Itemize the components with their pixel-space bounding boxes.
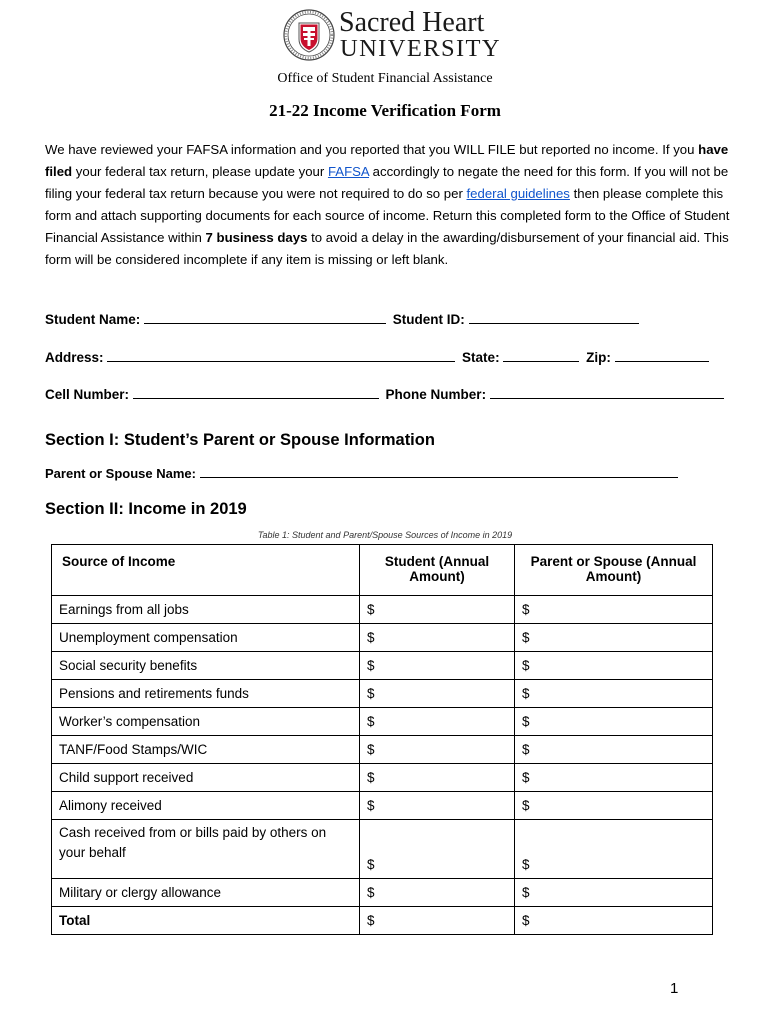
student-total-cell[interactable]: $	[360, 907, 515, 935]
table-row	[52, 764, 713, 792]
phone-number-field[interactable]	[490, 385, 724, 399]
student-amount-cell[interactable]: $	[360, 764, 515, 792]
zip-label: Zip:	[586, 350, 611, 365]
header-student-amount: Student (Annual Amount)	[360, 545, 515, 596]
student-amount-cell[interactable]: $	[360, 708, 515, 736]
table-row	[52, 624, 713, 652]
parent-amount-cell[interactable]: $	[515, 879, 713, 907]
table-caption: Table 1: Student and Parent/Spouse Sources of Income in 2019	[257, 530, 513, 540]
table-row	[52, 792, 713, 820]
student-id-label: Student ID:	[392, 312, 465, 327]
intro-text-2: your federal tax return, please update your	[72, 164, 328, 179]
phone-number-label: Phone Number	[385, 387, 482, 402]
state-field[interactable]	[503, 348, 579, 362]
student-name-row: Student Name: Student ID:	[45, 310, 639, 327]
parent-total-cell[interactable]: $	[515, 907, 713, 935]
intro-bold-have-filed: have filed	[45, 142, 729, 179]
zip-field[interactable]	[615, 348, 709, 362]
student-amount-cell[interactable]: $	[360, 680, 515, 708]
logo-name-line2: UNIVERSITY	[340, 35, 501, 62]
student-amount-cell[interactable]: $	[360, 879, 515, 907]
parent-amount-cell[interactable]: $	[515, 820, 713, 879]
table-row	[52, 652, 713, 680]
logo-name-line1: Sacred Heart	[339, 7, 485, 38]
federal-guidelines-link[interactable]: federal guidelines	[466, 186, 570, 201]
page-number: 1	[670, 980, 679, 997]
parent-name-label: Parent or Spouse Name:	[45, 466, 196, 481]
income-source: Child support received	[52, 764, 360, 792]
student-amount-cell[interactable]: $	[360, 596, 515, 624]
parent-amount-cell[interactable]: $	[515, 596, 713, 624]
table-total-row	[52, 907, 713, 935]
intro-text-5: to avoid a delay in the awarding/disbursement of your financial aid. This form will be considered incomplete if any item is missing or left blank.	[45, 230, 729, 267]
header-parent-amount: Parent or Spouse (Annual Amount)	[515, 545, 713, 596]
intro-text-4: then please complete this form and attach supporting documents for each source of income. Return this completed form to the Office of Student Financial Assistance within	[45, 186, 730, 245]
income-source: Cash received from or bills paid by others on your behalf	[52, 820, 360, 879]
section-2-title: Section II: Income in 2019	[45, 500, 247, 518]
student-name-label: Student Name	[45, 312, 136, 327]
income-source: Earnings from all jobs	[52, 596, 360, 624]
intro-text-3: accordingly to negate the need for this form. If you will not be filing your federal tax return because you were not required to do so per	[45, 164, 729, 201]
table-row	[52, 680, 713, 708]
student-name-field[interactable]	[144, 310, 386, 324]
form-title: 21-22 Income Verification Form	[269, 101, 501, 120]
income-source: TANF/Food Stamps/WIC	[52, 736, 360, 764]
parent-amount-cell[interactable]: $	[515, 624, 713, 652]
income-source: Unemployment compensation	[52, 624, 360, 652]
table-header-row	[52, 545, 713, 596]
income-source: Social security benefits	[52, 652, 360, 680]
fafsa-link[interactable]: FAFSA	[327, 164, 369, 179]
address-field[interactable]	[107, 348, 455, 362]
parent-amount-cell[interactable]: $	[515, 764, 713, 792]
state-label: State	[462, 350, 496, 365]
cell-number-field[interactable]	[133, 385, 379, 399]
university-logo	[283, 7, 501, 63]
phone-row: Cell Number: Phone Number:	[45, 385, 724, 402]
parent-name-row	[45, 464, 678, 481]
student-id-field[interactable]	[469, 310, 639, 324]
intro-paragraph	[45, 139, 735, 271]
intro-text-1: We have reviewed your FAFSA information and you reported that you WILL FILE but reported no income. If you	[45, 142, 699, 157]
parent-amount-cell[interactable]: $	[515, 680, 713, 708]
table-row	[52, 596, 713, 624]
cell-number-label: Cell Number:	[45, 387, 130, 402]
parent-amount-cell[interactable]: $	[515, 736, 713, 764]
income-source: Pensions and retirements funds	[52, 680, 360, 708]
student-amount-cell[interactable]: $	[360, 792, 515, 820]
income-source: Military or clergy allowance	[52, 879, 360, 907]
student-amount-cell[interactable]: $	[360, 736, 515, 764]
intro-bold-business-days: 7 business days	[205, 230, 308, 245]
student-amount-cell[interactable]: $	[360, 820, 515, 879]
parent-amount-cell[interactable]: $	[515, 708, 713, 736]
income-source: Worker’s compensation	[52, 708, 360, 736]
student-amount-cell[interactable]: $	[360, 652, 515, 680]
income-table	[51, 544, 713, 935]
income-source-total: Total	[52, 907, 360, 935]
table-row	[52, 820, 713, 879]
address-label: Address	[45, 350, 100, 365]
address-row: Address: State: Zip:	[45, 348, 709, 365]
office-name: Office of Student Financial Assistance	[277, 71, 493, 86]
student-amount-cell[interactable]: $	[360, 624, 515, 652]
parent-amount-cell[interactable]: $	[515, 652, 713, 680]
header-source: Source of Income	[52, 545, 360, 596]
section-1-title: Section I: Student’s Parent or Spouse Information	[45, 431, 435, 449]
income-source: Alimony received	[52, 792, 360, 820]
table-row	[52, 708, 713, 736]
university-seal-icon	[283, 9, 335, 61]
table-row	[52, 736, 713, 764]
table-row	[52, 879, 713, 907]
parent-amount-cell[interactable]: $	[515, 792, 713, 820]
parent-name-field[interactable]	[200, 464, 678, 478]
